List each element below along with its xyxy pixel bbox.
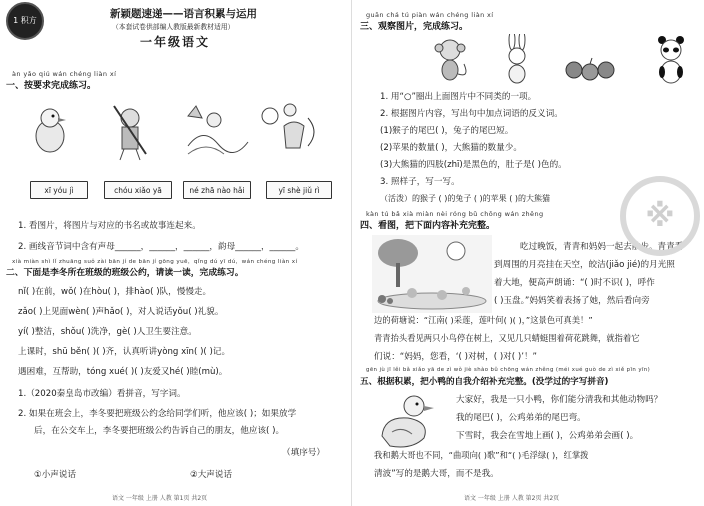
- s1-q2: 2. 画线音节词中含有声母______，______，______，韵母______，______。: [18, 242, 304, 252]
- s3-q2-line-2: (2)苹果的数量( )，大熊猫的数量少。: [380, 143, 522, 153]
- s3-q2-line-1: (1)猴子的尾巴( )，兔子的尾巴短。: [380, 126, 514, 136]
- s5-line-5: 清波”写的是鹅大哥，而不是我。: [374, 469, 499, 479]
- s1-title: 一、按要求完成练习。: [6, 81, 97, 91]
- s2-pinyin: xià miàn shì lǐ zhuāng suǒ zài bān jí de bān jí gōng yuē，qǐng dú yī dú，wán chéng liàn xí: [12, 259, 298, 265]
- s3-illustrations: [434, 34, 694, 86]
- duckling-illustration-icon: [372, 392, 442, 452]
- s3-pinyin: guān chá tú piàn wán chéng liàn xí: [366, 11, 494, 19]
- option-1: ①小声说话: [34, 470, 77, 480]
- s4-line-6: 青青抬头看见两只小鸟停在树上，又见几只蜻蜓围着荷花跳舞，就指着它: [374, 333, 640, 343]
- s2-q2-line2: 后，在公交车上，李冬要把班级公约告诉自己的朋友，他应该( )。: [34, 426, 285, 436]
- right-page: [352, 0, 704, 506]
- chick-illustration-icon: [36, 109, 66, 152]
- right-footer: 语文 一年级 上册 人教 第2页 共2页: [464, 495, 560, 502]
- book-option-4[interactable]: yī shè jiǔ rì: [266, 181, 332, 199]
- s4-title: 四、看图，把下面内容补充完整。: [360, 221, 496, 231]
- monkey-king-illustration-icon: [114, 106, 146, 160]
- option-2: ②大声说话: [190, 470, 233, 480]
- s4-pinyin: kàn tú bǎ xià miàn nèi róng bǔ chōng wán zhěng: [366, 210, 544, 218]
- s3-title: 三、观察图片，完成练习。: [360, 22, 469, 32]
- s3-q2: 2. 根据图片内容，写出句中加点词语的反义词。: [380, 109, 563, 119]
- publisher-logo: 1 积方: [6, 2, 44, 40]
- s4-line-3: 着大地，便高声朗诵：“( )时不识( )，呼作: [494, 278, 655, 288]
- s5-line-1: 大家好，我是一只小鸭，你们能分清我和其他动物吗？: [456, 395, 663, 405]
- s1-pinyin: àn yǎo qiú wán chéng liàn xí: [12, 70, 117, 78]
- s2-q1: 1.（2020秦皇岛市改编）看拼音，写字词。: [18, 389, 186, 399]
- s5-pinyin: gēn jù jī lěi bǎ xiǎo yā de zì wǒ jiè shào bǔ chōng wán zhěng (méi xué guò de zì xiě pīn yīn): [366, 367, 651, 373]
- s5-title: 五、根据积累，把小鸭的自我介绍补充完整。(没学过的字写拼音): [360, 377, 609, 387]
- s4-line-7: 们说：“妈妈，您看，‘( )对树，( )对( )’！”: [374, 352, 537, 362]
- left-footer: 语文 一年级 上册 人教 第1页 共2页: [112, 495, 208, 502]
- s5-line-3: 下雪时，我会在雪地上画( )，公鸡弟弟会画( )。: [456, 431, 639, 441]
- s4-line-5: 边的荷塘说：“江南( )采莲，莲叶何( )( )，”这景色可真美！”: [374, 315, 593, 325]
- stamp-watermark-icon: ※: [620, 176, 700, 256]
- fill-hint: （填序号）: [282, 448, 325, 458]
- s2-rule-4: 上课时，shū běn( )( )齐，认真听讲yòng xīn( )( )记。: [18, 347, 231, 357]
- panda-illustration-icon: [658, 36, 684, 83]
- s2-title: 二、下面是李冬所在班级的班级公约，请读一读，完成练习。: [6, 268, 244, 278]
- series-title: 新颖题速递——语言积累与运用: [110, 8, 257, 20]
- s2-rule-3: yí( )整洁，shǒu( )洗净，gè( )人卫生要注意。: [18, 327, 197, 337]
- s2-rule-5: 遇困难，互帮助，tóng xué( )( )友爱又hé( )睦(mù)。: [18, 367, 228, 377]
- edition-note: （本套试卷供部编人教版最新教材适用）: [112, 23, 235, 31]
- archer-illustration-icon: [262, 104, 314, 148]
- rabbit-illustration-icon: [509, 34, 525, 83]
- s3-q1: 1. 用“○”圈出上面图片中不同类的一项。: [380, 92, 537, 102]
- s3-q2-line-3: (3)大熊猫的四肢(zhī)是黑色的，肚子是( )色的。: [380, 160, 567, 170]
- s3-q3: 3. 照样子，写一写。: [380, 177, 460, 187]
- s5-line-2: 我的尾巴( )，公鸡弟弟的尾巴弯。: [456, 413, 586, 423]
- s4-line-1: 吃过晚饭，青青和妈妈一起去散步。青青看: [520, 242, 684, 252]
- book-option-3[interactable]: né zhā nào hǎi: [183, 181, 251, 199]
- s4-line-2: 到周围的月亮挂在天空，皎洁(jiǎo jié)的月光照: [494, 260, 675, 270]
- s5-line-4: 我和鹅大哥也不同，“曲项向( )歌”和“( )毛浮绿( )，红掌拨: [374, 450, 589, 460]
- s2-q2-line1: 2. 如果在班会上，李冬要把班级公约念给同学们听，他应该( )；如果放学: [18, 409, 297, 419]
- moonlit-pond-illustration: [372, 235, 492, 313]
- s2-rule-1: nǐ( )在前，wǒ( )在hòu( )，排hào( )队，慢慢走。: [18, 287, 212, 297]
- s1-illustrations: [28, 96, 328, 166]
- grade-title: 一年级语文: [140, 35, 211, 49]
- s3-q3-line: （活泼）的猴子 ( )的兔子 ( )的苹果 ( )的大熊猫: [380, 194, 550, 203]
- s4-line-4: ( )玉盘。”妈妈笑着表扬了她，然后看向旁: [494, 296, 650, 306]
- apples-illustration-icon: [566, 58, 614, 80]
- book-option-1[interactable]: xī yóu jì: [30, 181, 88, 199]
- s2-rule-2: zǎo( )上见面wèn( )声hǎo( )，对人说话yǒu( )礼貌。: [18, 307, 224, 317]
- book-option-2[interactable]: chóu xiǎo yā: [104, 181, 172, 199]
- sea-boy-illustration-icon: [188, 106, 248, 154]
- monkey-illustration-icon: [435, 40, 466, 80]
- s1-q1: 1. 看图片，将图片与对应的书名或故事连起来。: [18, 221, 201, 231]
